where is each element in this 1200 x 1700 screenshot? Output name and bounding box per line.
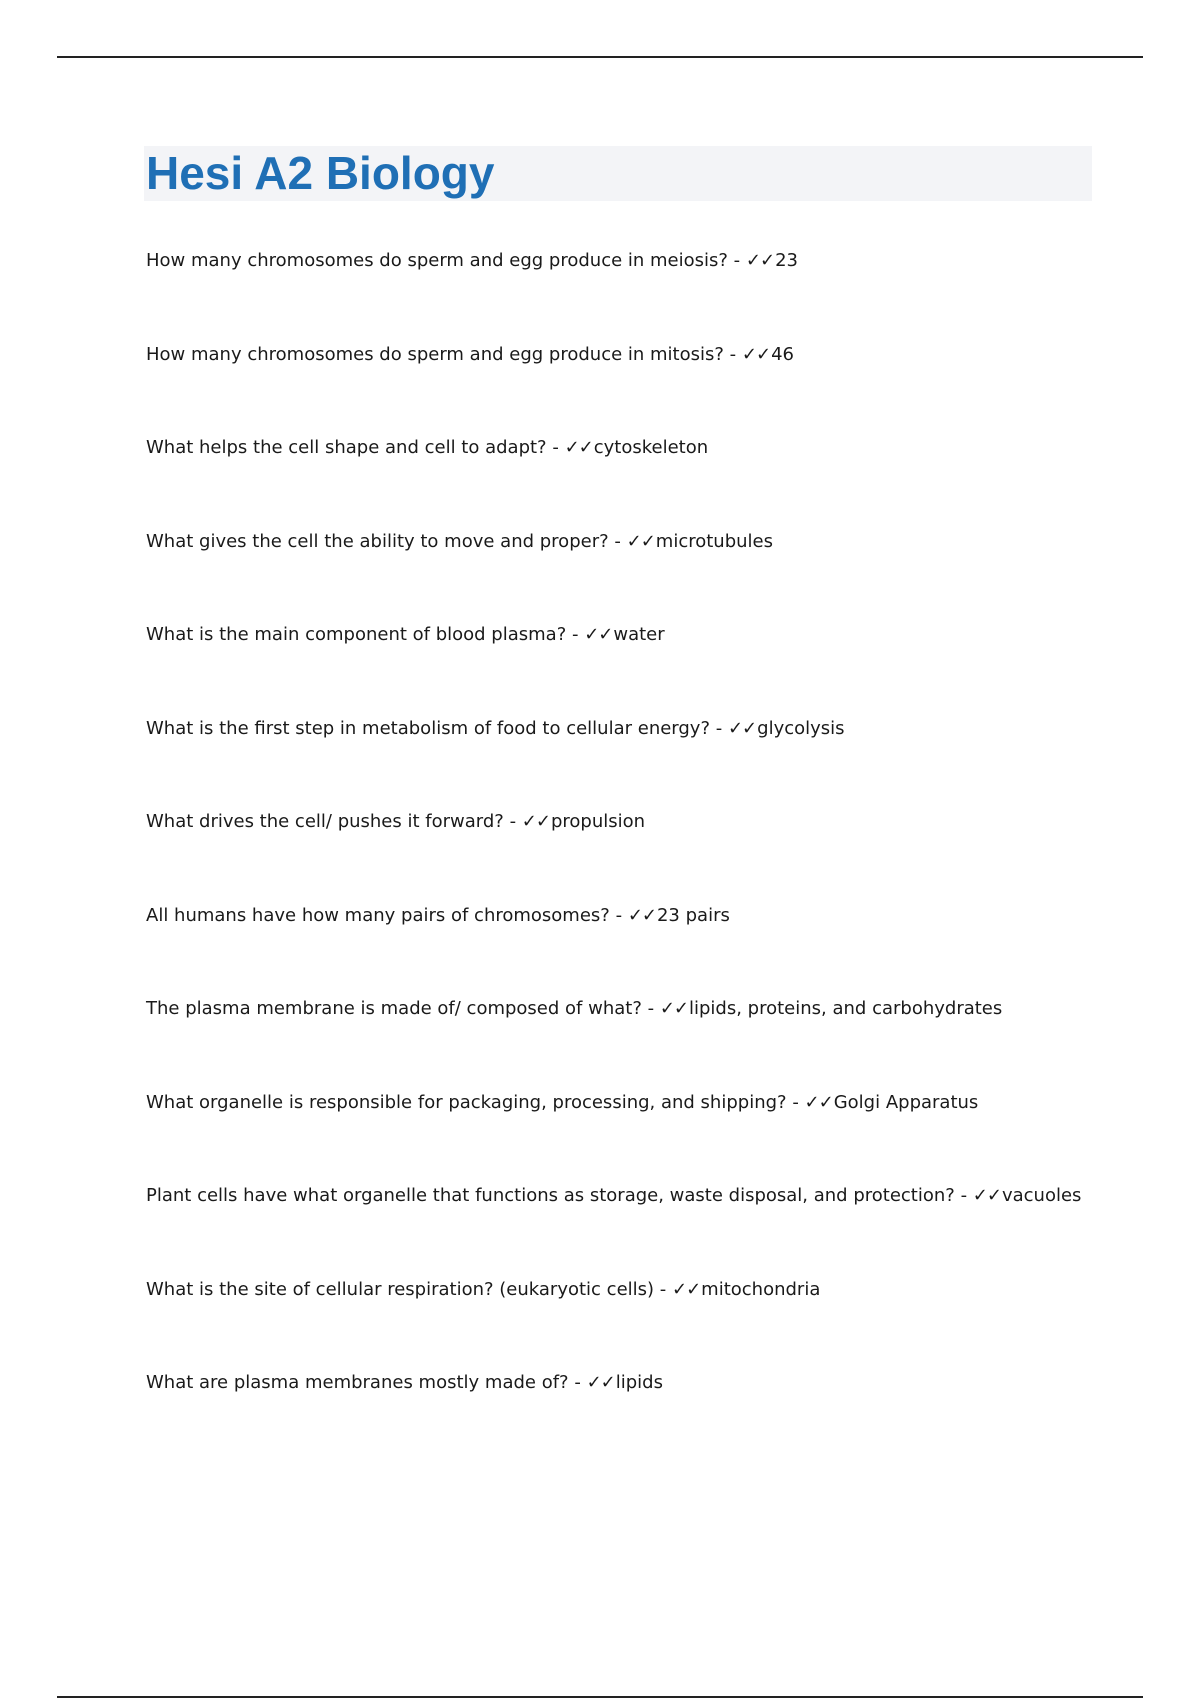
answer-text: mitochondria [701,1279,821,1300]
question-text: What gives the cell the ability to move and proper? [146,531,609,552]
question-text: What is the site of cellular respiration? (eukaryotic cells) [146,1279,655,1300]
check-mark-icon: ✓✓ [627,905,656,926]
separator: - [608,531,627,552]
check-mark-icon: ✓✓ [745,250,775,271]
separator: - [609,905,628,926]
qa-item [146,901,1106,994]
check-mark-icon: ✓✓ [741,344,771,365]
question-text: What is the main component of blood plasma? [146,624,567,645]
separator: - [566,624,585,645]
answer-text: vacuoles [1001,1185,1082,1206]
question-text: What organelle is responsible for packaging, processing, and shipping? [146,1092,787,1113]
separator: - [954,1185,973,1206]
check-mark-icon: ✓✓ [727,718,757,739]
check-mark-icon: ✓✓ [586,1372,615,1393]
qa-list [146,246,1106,1462]
qa-item [146,807,1106,901]
bottom-rule [57,1696,1143,1698]
document-title: Hesi A2 Biology [146,147,495,199]
question-text: What is the first step in metabolism of food to cellular energy? [146,718,711,739]
answer-text: 46 [771,344,794,365]
check-mark-icon: ✓✓ [626,531,655,552]
separator: - [786,1092,805,1113]
qa-item [146,246,1106,340]
check-mark-icon: ✓✓ [521,811,550,832]
answer-text: cytoskeleton [593,437,709,458]
question-text: Plant cells have what organelle that functions as storage, waste disposal, and protection? [146,1185,955,1206]
separator: - [723,344,742,365]
answer-text: 23 [775,250,798,271]
check-mark-icon: ✓✓ [804,1092,833,1113]
qa-item [146,714,1106,807]
separator: - [710,718,728,739]
answer-text: 23 pairs [656,905,730,926]
question-text: All humans have how many pairs of chromosomes? [146,905,610,926]
qa-item [146,1088,1106,1181]
qa-item [146,620,1106,714]
qa-item [146,994,1106,1088]
top-rule [57,56,1143,58]
qa-item [146,1368,1106,1462]
answer-text: microtubules [655,531,773,552]
qa-item [146,433,1106,527]
separator: - [654,1279,672,1300]
question-text: What drives the cell/ pushes it forward? [146,811,504,832]
separator: - [727,250,746,271]
question-text: How many chromosomes do sperm and egg produce in mitosis? [146,344,724,365]
separator: - [546,437,565,458]
answer-text: lipids, proteins, and carbohydrates [689,998,1003,1019]
answer-text: water [613,624,665,645]
answer-text: glycolysis [757,718,845,739]
qa-item [146,340,1106,433]
answer-text: lipids [615,1372,663,1393]
check-mark-icon: ✓✓ [659,998,688,1019]
qa-item [146,1275,1106,1368]
question-text: How many chromosomes do sperm and egg produce in meiosis? [146,250,728,271]
question-text: What are plasma membranes mostly made of? [146,1372,569,1393]
answer-text: Golgi Apparatus [833,1092,979,1113]
answer-text: propulsion [550,811,646,832]
qa-item [146,527,1106,620]
separator: - [503,811,522,832]
separator: - [568,1372,587,1393]
check-mark-icon: ✓✓ [584,624,613,645]
question-text: The plasma membrane is made of/ composed of what? [146,998,642,1019]
separator: - [641,998,660,1019]
qa-item [146,1181,1106,1275]
check-mark-icon: ✓✓ [564,437,593,458]
check-mark-icon: ✓✓ [672,1279,701,1300]
check-mark-icon: ✓✓ [972,1185,1001,1206]
question-text: What helps the cell shape and cell to adapt? [146,437,547,458]
